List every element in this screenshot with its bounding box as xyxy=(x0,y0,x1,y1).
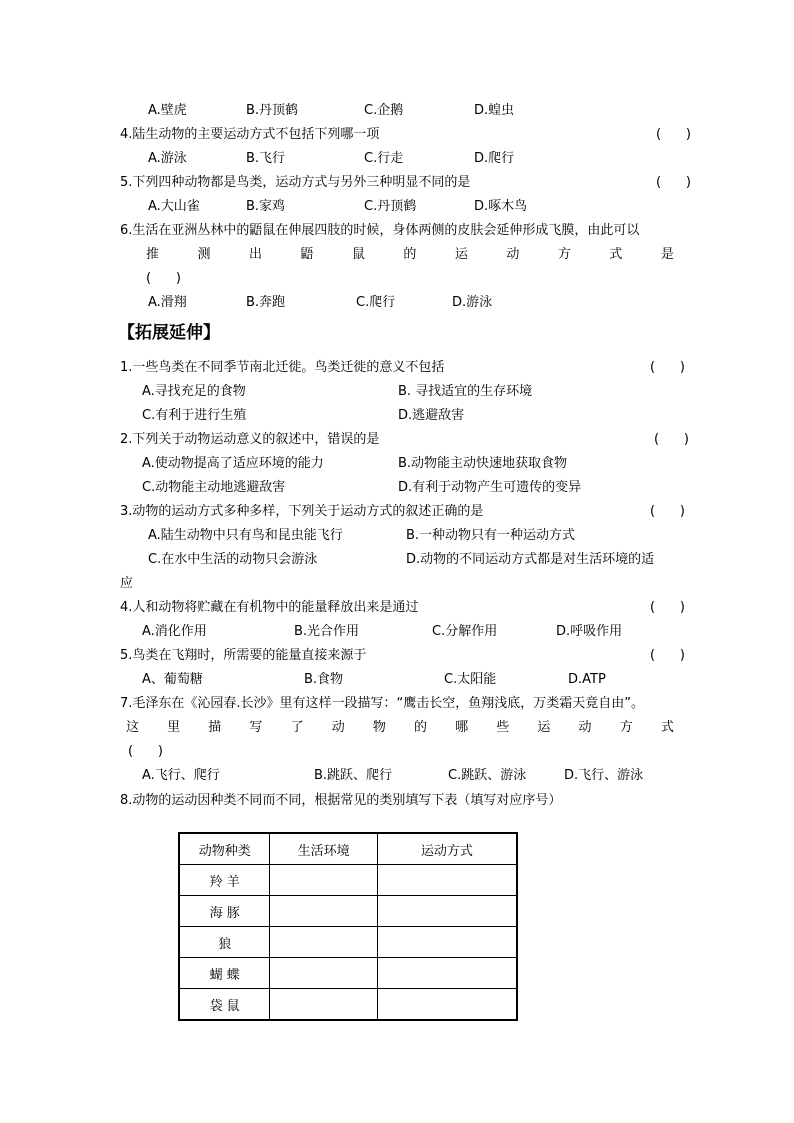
s2-q1-option-a: A.寻找充足的食物 xyxy=(142,384,246,399)
s1-q6-char: 的 xyxy=(403,247,417,262)
table-row xyxy=(179,896,517,927)
s2-q4-option-b: B.光合作用 xyxy=(294,624,360,639)
s2-q2-answer-paren: ( ) xyxy=(654,432,689,447)
s2-q3-option-d: D.动物的不同运动方式都是对生活环境的适 xyxy=(406,552,655,567)
s2-q7-char: 式 xyxy=(660,720,674,735)
table-cell-animal: 海 豚 xyxy=(179,896,270,927)
s2-q2-stem: 2.下列关于动物运动意义的叙述中，错误的是 xyxy=(120,432,380,447)
s2-q3-option-b: B.一种动物只有一种运动方式 xyxy=(406,528,576,543)
table-header-habitat: 生活环境 xyxy=(270,833,377,865)
s2-q7-stem-line1: 7.毛泽东在《沁园春.长沙》里有这样一段描写：“鹰击长空，鱼翔浅底，万类霜天竟自由”。 xyxy=(120,696,645,711)
s2-q3-option-c: C.在水中生活的动物只会游泳 xyxy=(148,552,318,567)
s1-q6-stem-line2 xyxy=(146,247,674,263)
s1-q5-answer-paren: ( ) xyxy=(656,175,691,190)
s2-q7-option-a: A.飞行、爬行 xyxy=(142,768,220,783)
s2-q5-option-b: B.食物 xyxy=(304,672,344,687)
s1-q6-char: 方 xyxy=(557,247,571,262)
table-row xyxy=(179,865,517,896)
s1-q6-option-d: D.游泳 xyxy=(452,295,493,310)
s1-q5-stem: 5.下列四种动物都是鸟类，运动方式与另外三种明显不同的是 xyxy=(120,175,471,190)
s2-q7-char: 描 xyxy=(208,720,222,735)
s1-q4-option-d: D.爬行 xyxy=(474,151,515,166)
s2-q3-option-d-wrap: 应 xyxy=(120,576,134,591)
s2-q1-stem: 1.一些鸟类在不同季节南北迁徙。鸟类迁徙的意义不包括 xyxy=(120,360,445,375)
table-cell-animal: 蝴 蝶 xyxy=(179,958,270,989)
table-header-movement: 运动方式 xyxy=(377,833,517,865)
s1-q3-option-b: B.丹顶鹤 xyxy=(246,103,299,118)
s1-q6-char: 出 xyxy=(248,247,262,262)
s1-q4-option-a: A.游泳 xyxy=(148,151,187,166)
s1-q6-char: 鼯 xyxy=(300,247,314,262)
table-header-row xyxy=(179,833,517,865)
table-cell-habitat-blank[interactable] xyxy=(270,927,377,958)
s1-q5-option-b: B.家鸡 xyxy=(246,199,286,214)
table-row xyxy=(179,989,517,1021)
table-row xyxy=(179,958,517,989)
s2-q7-answer-paren: ( ) xyxy=(128,744,163,759)
s1-q4-stem: 4.陆生动物的主要运动方式不包括下列哪一项 xyxy=(120,127,380,142)
s2-q7-char: 这 xyxy=(126,720,140,735)
table-cell-habitat-blank[interactable] xyxy=(270,865,377,896)
table-cell-movement-blank[interactable] xyxy=(377,865,517,896)
s1-q6-option-a: A.滑翔 xyxy=(148,295,187,310)
s2-q4-option-a: A.消化作用 xyxy=(142,624,207,639)
s2-q7-char: 动 xyxy=(578,720,592,735)
table-cell-movement-blank[interactable] xyxy=(377,958,517,989)
s2-q7-stem-line2 xyxy=(126,720,674,736)
s2-q3-answer-paren: ( ) xyxy=(650,504,685,519)
table-cell-habitat-blank[interactable] xyxy=(270,989,377,1021)
s1-q6-answer-paren: ( ) xyxy=(146,271,181,286)
s1-q6-option-b: B.奔跑 xyxy=(246,295,286,310)
s2-q4-stem: 4.人和动物将贮藏在有机物中的能量释放出来是通过 xyxy=(120,600,419,615)
s1-q3-option-c: C.企鹅 xyxy=(364,103,404,118)
s2-q7-char: 了 xyxy=(290,720,304,735)
s2-q2-option-c: C.动物能主动地逃避敌害 xyxy=(142,480,286,495)
s2-q2-option-d: D.有利于动物产生可遗传的变异 xyxy=(398,480,582,495)
s2-q4-option-c: C.分解作用 xyxy=(432,624,498,639)
s2-q7-option-d: D.飞行、游泳 xyxy=(564,768,644,783)
s1-q3-option-a: A.壁虎 xyxy=(148,103,187,118)
s2-q7-char: 些 xyxy=(496,720,510,735)
s1-q6-char: 式 xyxy=(609,247,623,262)
s2-q1-option-b: B. 寻找适宜的生存环境 xyxy=(398,384,533,399)
s2-q7-char: 动 xyxy=(331,720,345,735)
s1-q4-option-b: B.飞行 xyxy=(246,151,286,166)
animal-movement-table xyxy=(178,832,518,1021)
s1-q5-option-c: C.丹顶鹤 xyxy=(364,199,417,214)
table-cell-movement-blank[interactable] xyxy=(377,989,517,1021)
s1-q6-char: 测 xyxy=(197,247,211,262)
table-cell-animal: 袋 鼠 xyxy=(179,989,270,1021)
s2-q4-option-d: D.呼吸作用 xyxy=(556,624,623,639)
s2-q7-char: 写 xyxy=(249,720,263,735)
s2-q7-char: 哪 xyxy=(455,720,469,735)
s1-q6-option-c: C.爬行 xyxy=(356,295,396,310)
s2-q1-answer-paren: ( ) xyxy=(650,360,685,375)
s1-q6-stem-line1: 6.生活在亚洲丛林中的鼯鼠在伸展四肢的时候，身体两侧的皮肤会延伸形成飞膜，由此可以 xyxy=(120,223,640,238)
s1-q5-option-a: A.大山雀 xyxy=(148,199,200,214)
s2-q7-char: 的 xyxy=(413,720,427,735)
s2-q1-option-d: D.逃避敌害 xyxy=(398,408,465,423)
s2-q3-option-a: A.陆生动物中只有鸟和昆虫能飞行 xyxy=(148,528,343,543)
s1-q6-char: 动 xyxy=(506,247,520,262)
s2-q7-option-c: C.跳跃、游泳 xyxy=(448,768,527,783)
s1-q6-char: 推 xyxy=(146,247,160,262)
table-cell-habitat-blank[interactable] xyxy=(270,958,377,989)
s2-q7-option-b: B.跳跃、爬行 xyxy=(314,768,393,783)
s2-q3-stem: 3.动物的运动方式多种多样，下列关于运动方式的叙述正确的是 xyxy=(120,504,484,519)
s2-q1-option-c: C.有利于进行生殖 xyxy=(142,408,247,423)
s2-q7-char: 物 xyxy=(372,720,386,735)
s2-q2-option-b: B.动物能主动快速地获取食物 xyxy=(398,456,568,471)
s2-q7-char: 方 xyxy=(619,720,633,735)
s2-q5-answer-paren: ( ) xyxy=(650,648,685,663)
table-cell-habitat-blank[interactable] xyxy=(270,896,377,927)
s2-q5-option-a: A、葡萄糖 xyxy=(142,672,203,687)
table-row xyxy=(179,927,517,958)
s2-q5-option-c: C.太阳能 xyxy=(444,672,497,687)
table-cell-movement-blank[interactable] xyxy=(377,896,517,927)
table-header-animal: 动物种类 xyxy=(179,833,270,865)
s2-q2-option-a: A.使动物提高了适应环境的能力 xyxy=(142,456,324,471)
s2-q5-stem: 5.鸟类在飞翔时，所需要的能量直接来源于 xyxy=(120,648,367,663)
s2-q4-answer-paren: ( ) xyxy=(650,600,685,615)
s1-q4-option-c: C.行走 xyxy=(364,151,404,166)
s1-q3-option-d: D.蝗虫 xyxy=(474,103,515,118)
s2-q5-option-d: D.ATP xyxy=(568,672,606,687)
s1-q4-answer-paren: ( ) xyxy=(656,127,691,142)
s1-q6-char: 鼠 xyxy=(351,247,365,262)
s1-q6-char: 运 xyxy=(454,247,468,262)
s2-q7-char: 里 xyxy=(167,720,181,735)
s1-q5-option-d: D.啄木鸟 xyxy=(474,199,528,214)
s1-q6-char: 是 xyxy=(660,247,674,262)
s2-q8-stem: 8.动物的运动因种类不同而不同，根据常见的类别填写下表（填写对应序号） xyxy=(120,793,562,808)
section-heading: 【拓展延伸】 xyxy=(118,323,220,343)
table-cell-animal: 羚 羊 xyxy=(179,865,270,896)
table-cell-animal: 狼 xyxy=(179,927,270,958)
table-cell-movement-blank[interactable] xyxy=(377,927,517,958)
s2-q7-char: 运 xyxy=(537,720,551,735)
